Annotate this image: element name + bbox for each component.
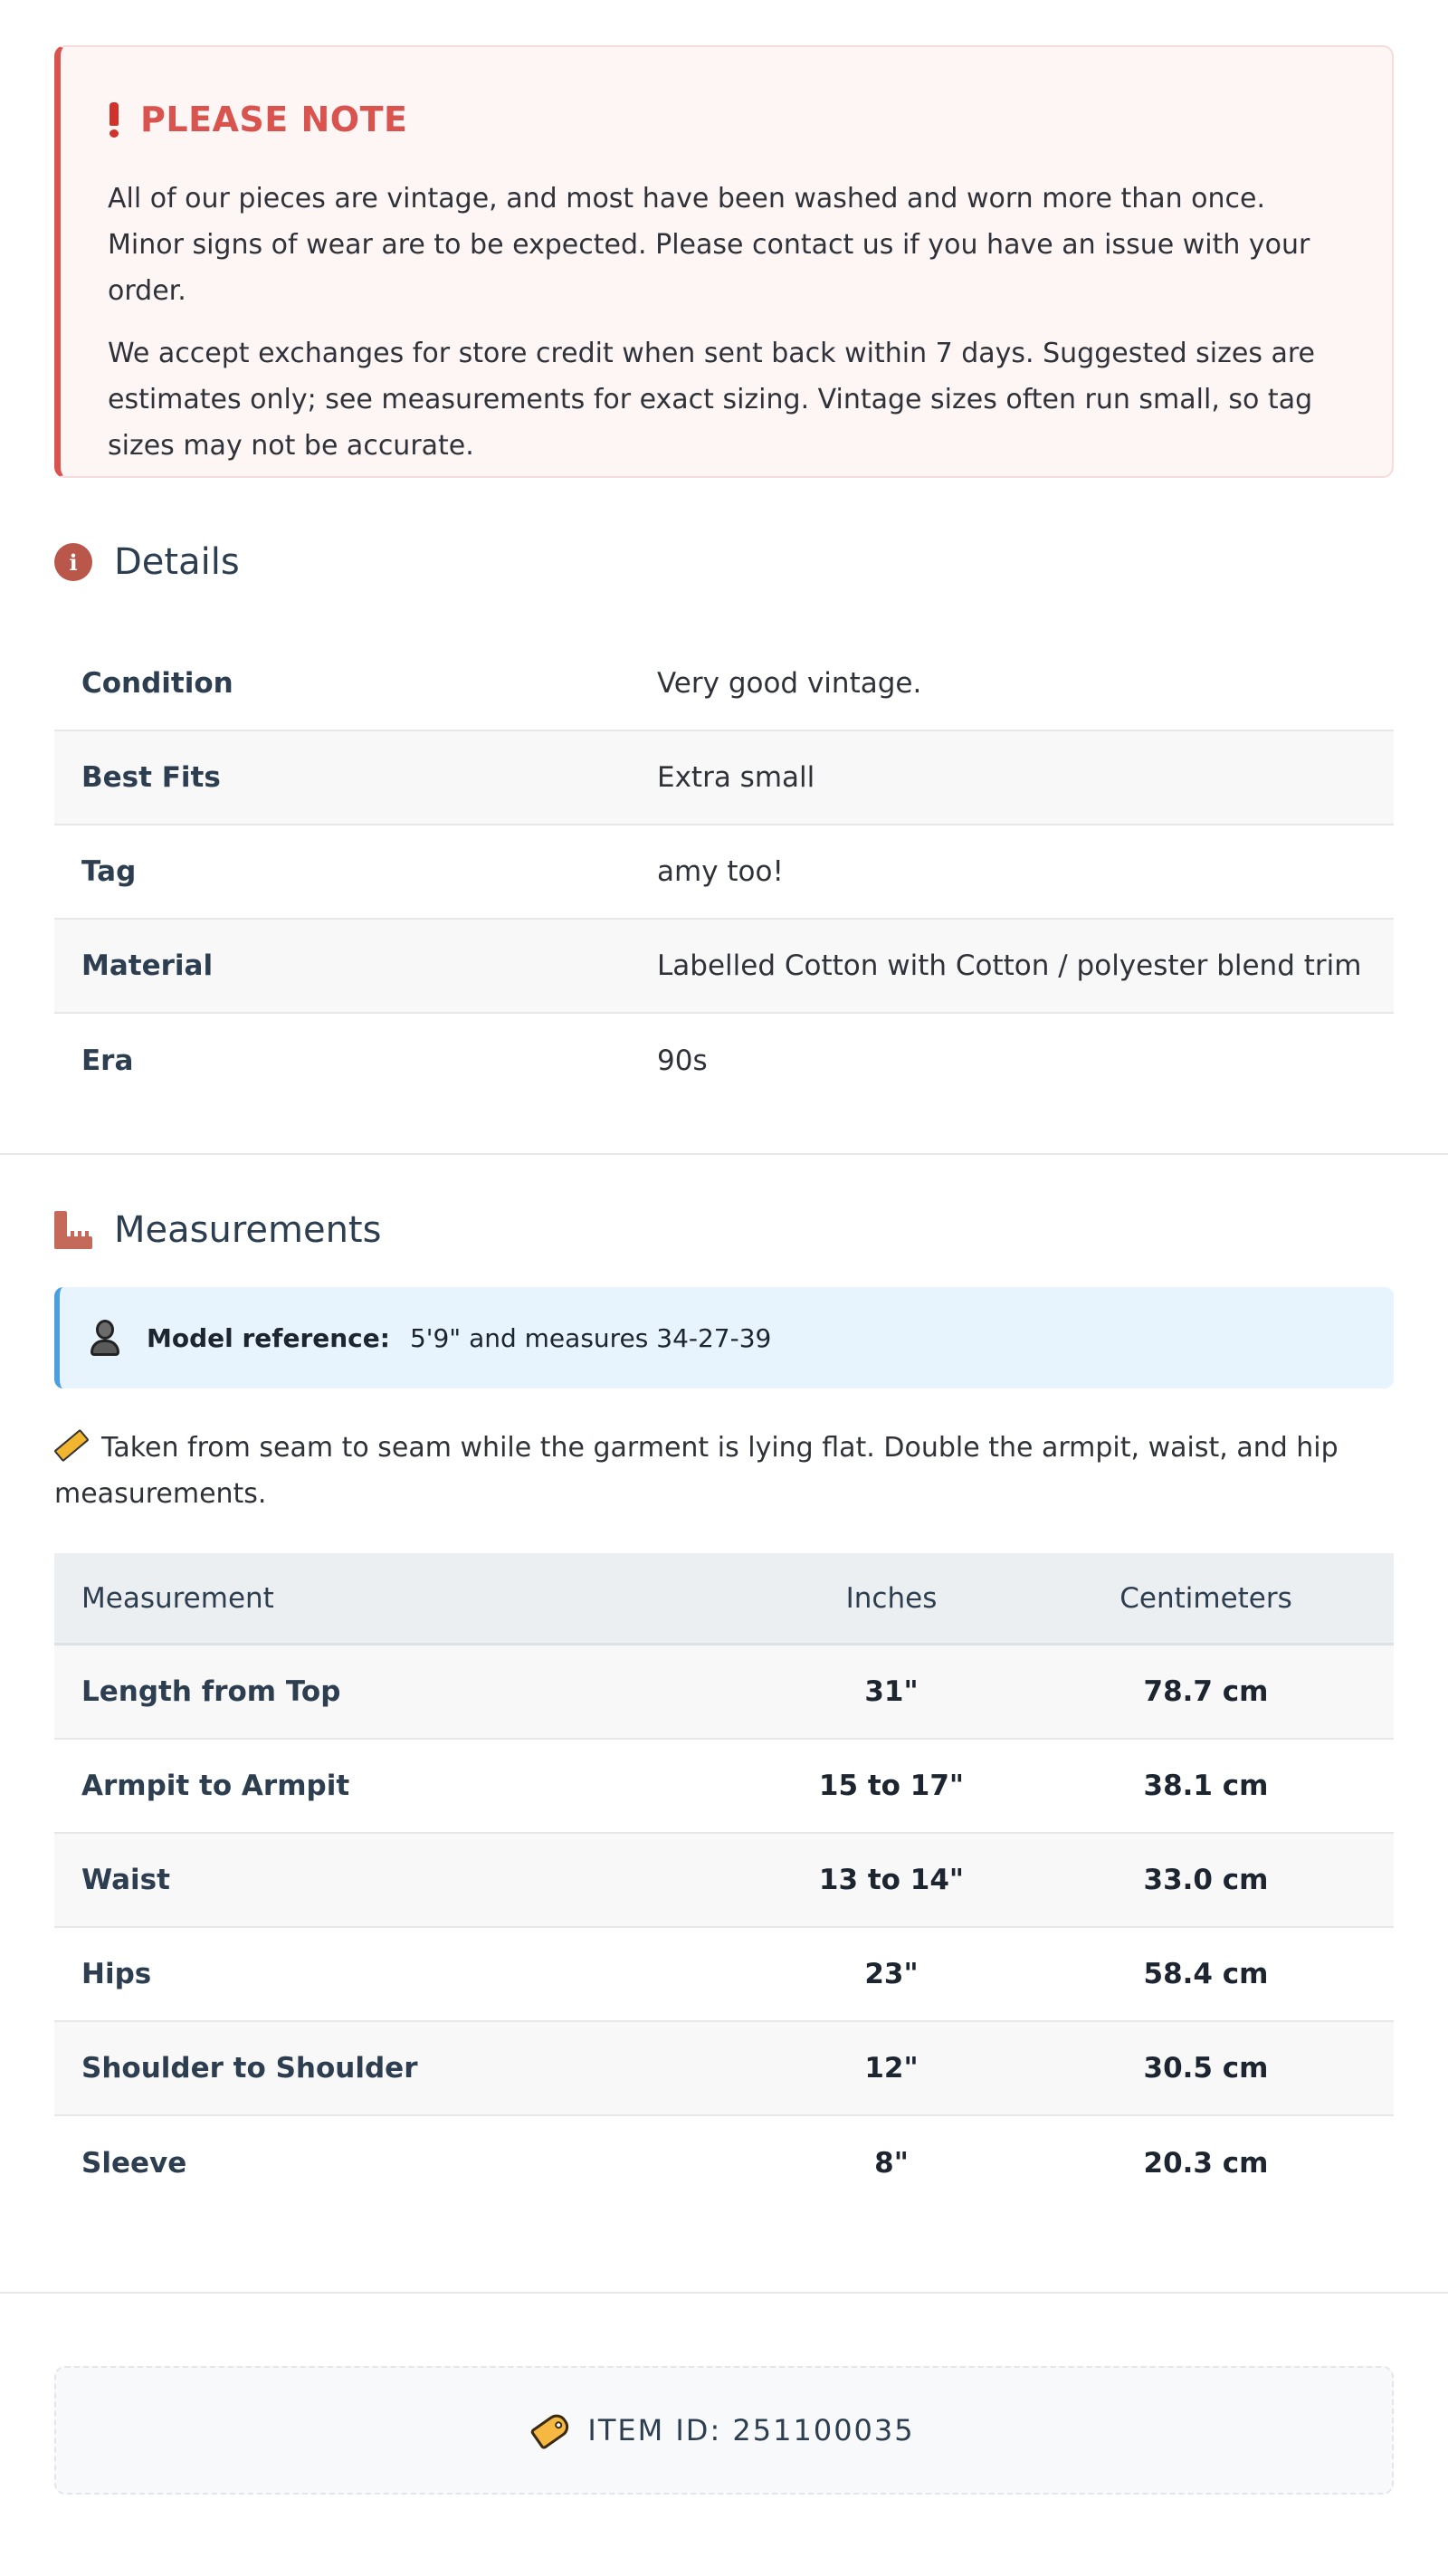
- measurement-cm: 33.0 cm: [1143, 1864, 1269, 1896]
- measurement-inches: 8": [874, 2147, 909, 2180]
- header-measurement: Measurement: [81, 1581, 274, 1615]
- measurement-cm: 78.7 cm: [1143, 1675, 1269, 1708]
- details-row: [54, 1014, 1394, 1108]
- details-value: 90s: [657, 1045, 708, 1077]
- pencil-icon: [53, 1428, 89, 1462]
- ruler-icon: [54, 1211, 92, 1249]
- details-label: Best Fits: [81, 761, 221, 794]
- table-row: [54, 2022, 1394, 2116]
- details-label: Condition: [81, 667, 233, 700]
- measurement-name: Sleeve: [81, 2147, 187, 2180]
- section-divider: [0, 2292, 1448, 2294]
- details-label: Tag: [81, 855, 137, 888]
- person-icon: [89, 1320, 121, 1356]
- measurement-cm: 58.4 cm: [1143, 1958, 1269, 1990]
- measurement-inches: 15 to 17": [818, 1770, 965, 1802]
- details-row: [54, 731, 1394, 825]
- header-inches: Inches: [845, 1581, 938, 1615]
- info-icon: i: [54, 543, 92, 581]
- measurement-inches: 31": [864, 1675, 919, 1708]
- details-table: [54, 637, 1394, 1108]
- measurement-cm: 30.5 cm: [1143, 2052, 1269, 2085]
- notice-title: PLEASE NOTE: [140, 100, 408, 139]
- notice-box: [54, 45, 1394, 478]
- tag-icon: [528, 2408, 575, 2454]
- measurement-name: Shoulder to Shoulder: [81, 2052, 418, 2085]
- notice-paragraph-2: We accept exchanges for store credit when sent back within 7 days. Suggested sizes are estimates only; see measurements for exact sizing. Vintage sizes often run small, so tag sizes may not be accurate.: [108, 338, 1316, 462]
- details-value: Extra small: [657, 761, 815, 794]
- measurement-name: Waist: [81, 1864, 170, 1896]
- notice-paragraph-1: All of our pieces are vintage, and most have been washed and worn more than once. Minor signs of wear are to be expected. Please contact us if you have an issue with your order.: [108, 183, 1310, 307]
- table-row: [54, 1834, 1394, 1928]
- exclamation-icon: [108, 102, 120, 137]
- details-header: [54, 541, 1394, 583]
- model-reference-label: Model reference:: [147, 1322, 390, 1353]
- measurements-title: Measurements: [114, 1209, 382, 1251]
- measurement-cm: 38.1 cm: [1143, 1770, 1269, 1802]
- measurement-note: [54, 1425, 1394, 1517]
- measurement-note-text: Taken from seam to seam while the garment is lying flat. Double the armpit, waist, and hip measurements.: [54, 1432, 1338, 1510]
- measurement-inches: 12": [864, 2052, 919, 2085]
- measurement-inches: 13 to 14": [818, 1864, 965, 1896]
- table-body: [54, 1646, 1394, 2210]
- measurements-header: [54, 1209, 1394, 1251]
- table-header: [54, 1553, 1394, 1646]
- model-reference-value: 5'9" and measures 34-27-39: [409, 1322, 772, 1353]
- details-row: [54, 637, 1394, 731]
- model-reference-box: [54, 1287, 1394, 1388]
- measurement-name: Hips: [81, 1958, 152, 1990]
- header-centimeters: Centimeters: [1119, 1581, 1292, 1615]
- table-row: [54, 1740, 1394, 1834]
- details-row: [54, 825, 1394, 920]
- item-id: ITEM ID: 251100035: [587, 2413, 915, 2447]
- measurement-name: Armpit to Armpit: [81, 1770, 350, 1802]
- details-value: amy too!: [657, 855, 784, 888]
- measurement-inches: 23": [864, 1958, 919, 1990]
- details-title: Details: [114, 541, 240, 583]
- measurements-table: [54, 1553, 1394, 2210]
- table-row: [54, 2116, 1394, 2210]
- notice-header: [108, 100, 1345, 139]
- table-row: [54, 1928, 1394, 2022]
- item-id-box: [54, 2366, 1394, 2495]
- measurement-name: Length from Top: [81, 1675, 341, 1708]
- details-row: [54, 920, 1394, 1014]
- measurement-cm: 20.3 cm: [1143, 2147, 1269, 2180]
- details-value: Very good vintage.: [657, 667, 922, 700]
- table-row: [54, 1646, 1394, 1740]
- details-label: Material: [81, 949, 214, 982]
- details-label: Era: [81, 1045, 134, 1077]
- details-value: Labelled Cotton with Cotton / polyester blend trim: [657, 949, 1362, 982]
